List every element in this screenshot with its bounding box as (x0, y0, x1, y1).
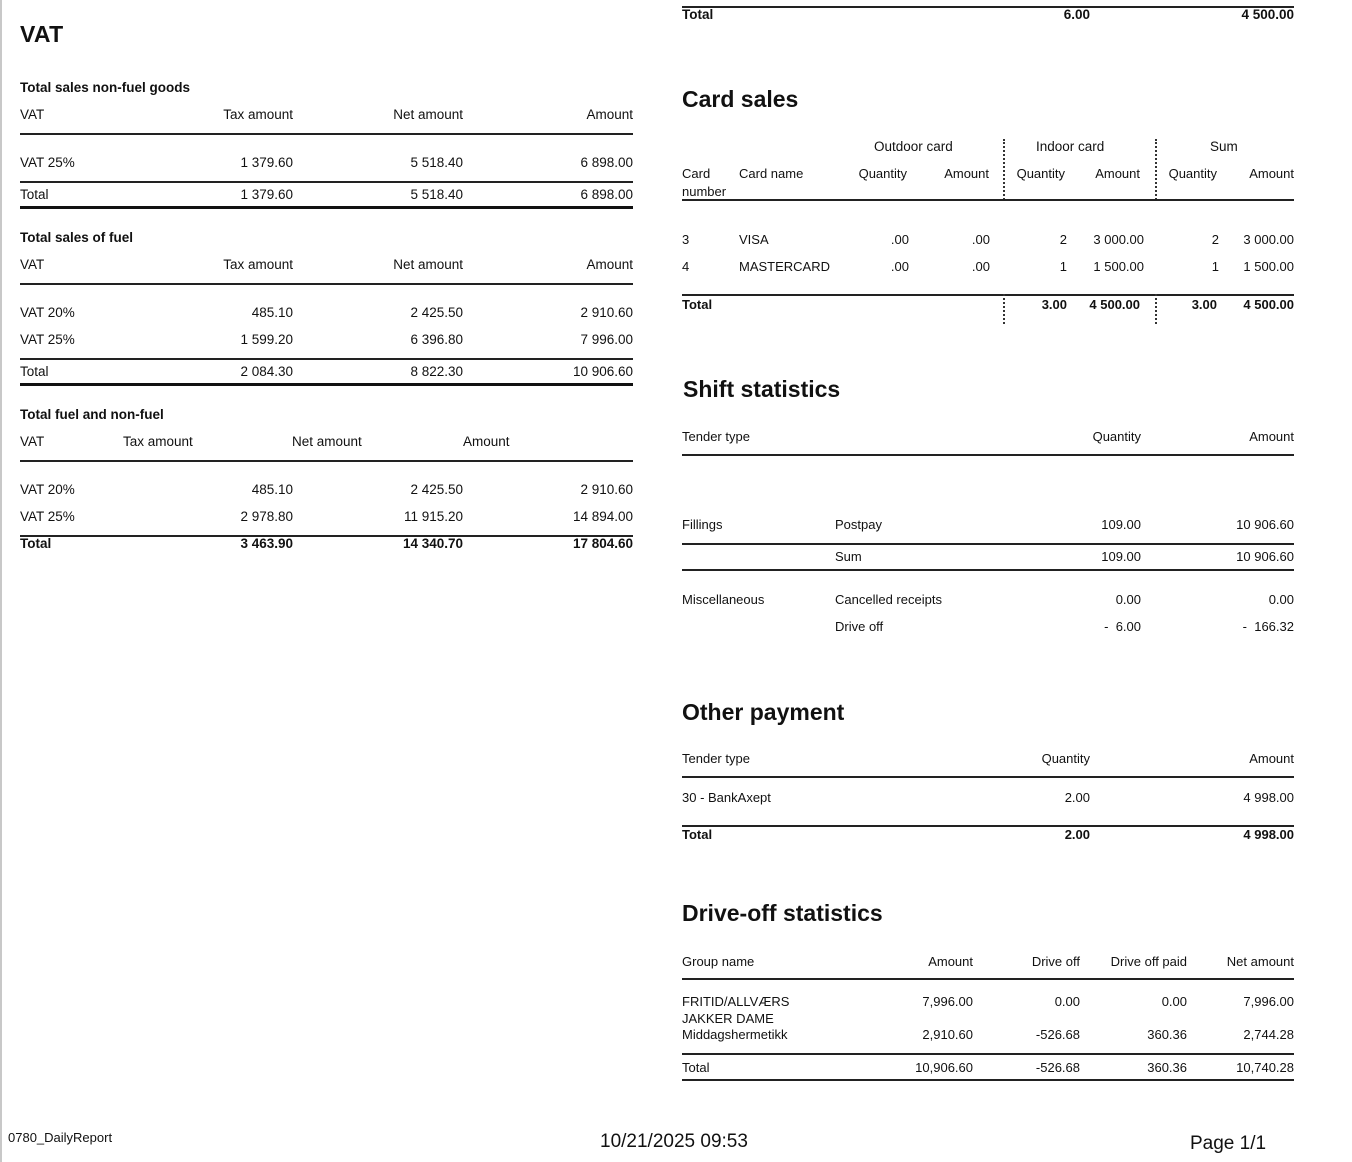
sum-quantity: 1 (1211, 259, 1219, 274)
fillings-label: Fillings (682, 517, 723, 532)
col-quantity: Quantity (1092, 429, 1141, 444)
sum-amount: 3 000.00 (1243, 232, 1294, 247)
total-tax: 3 463.90 (240, 536, 293, 551)
total-indoor-amount: 4 500.00 (1089, 297, 1140, 312)
vat-title: VAT (20, 21, 64, 47)
total-sum-quantity: 3.00 (1191, 297, 1217, 312)
vat-rate: VAT 20% (20, 482, 75, 497)
col-quantity: Quantity (1041, 751, 1090, 766)
total-label: Total (682, 827, 713, 842)
outdoor-quantity: .00 (890, 259, 909, 274)
postpay-label: Postpay (835, 517, 882, 532)
col-drive-off: Drive off (1031, 954, 1080, 969)
amount: 7,996.00 (922, 994, 973, 1009)
sum-rule (682, 543, 1294, 545)
net-amount: 11 915.20 (403, 509, 463, 524)
indoor-quantity: 2 (1059, 232, 1067, 247)
card-name: VISA (739, 232, 769, 247)
col-indoor-amount: Amount (1095, 166, 1140, 181)
total-rule (20, 181, 633, 183)
group-indoor-card: Indoor card (1036, 139, 1105, 154)
col-outdoor-amount: Amount (944, 166, 989, 181)
net-amount: 5 518.40 (410, 155, 463, 170)
amount: 2 910.60 (580, 482, 633, 497)
total-net: 5 518.40 (410, 187, 463, 202)
col-tax-amount: Tax amount (223, 107, 293, 122)
total-amount: 10 906.60 (572, 364, 633, 379)
total-net: 8 822.30 (410, 364, 463, 379)
col-tender-type: Tender type (682, 429, 750, 444)
shift-statistics-title: Shift statistics (683, 376, 841, 402)
col-indoor-quantity: Quantity (1016, 166, 1065, 181)
total-drive-off-paid: 360.36 (1147, 1060, 1187, 1075)
amount: 2,910.60 (922, 1027, 973, 1042)
total-label: Total (682, 297, 713, 312)
col-outdoor-quantity: Quantity (858, 166, 907, 181)
total-drive-off: -526.68 (1035, 1060, 1080, 1075)
other-payment-title: Other payment (682, 699, 845, 725)
group-outdoor-card: Outdoor card (874, 139, 953, 154)
col-amount: Amount (928, 954, 973, 969)
amount: 14 894.00 (572, 509, 633, 524)
col-tax-amount: Tax amount (123, 434, 193, 449)
sum-label: Sum (835, 549, 862, 564)
vat-rate: VAT 20% (20, 305, 75, 320)
total-label: Total (682, 7, 714, 22)
total-rule (20, 535, 633, 537)
total-amount: 4 998.00 (1243, 827, 1294, 842)
total-net-amount: 10,740.28 (1236, 1060, 1294, 1075)
column-divider (1003, 139, 1005, 200)
header-rule (682, 454, 1294, 456)
fuel-subtitle: Total sales of fuel (20, 230, 134, 245)
header-rule (682, 776, 1294, 778)
report-datetime: 10/21/2025 09:53 (600, 1131, 748, 1152)
net-amount: 7,996.00 (1243, 994, 1294, 1009)
indoor-amount: 1 500.00 (1093, 259, 1144, 274)
header-rule (682, 978, 1294, 980)
cancelled-receipts-label: Cancelled receipts (835, 592, 942, 607)
header-rule (682, 199, 1294, 201)
card-number: 4 (682, 259, 690, 274)
total-label: Total (20, 536, 52, 551)
tax-amount: 485.10 (251, 305, 293, 320)
total-amount: 17 804.60 (572, 536, 633, 551)
fillings-amount: 10 906.60 (1236, 517, 1294, 532)
total-amount: 6 898.00 (580, 187, 633, 202)
col-vat: VAT (20, 257, 45, 272)
total-label: Total (20, 187, 49, 202)
total-rule (20, 358, 633, 360)
col-card-number-line2: number (682, 184, 727, 199)
col-drive-off-paid: Drive off paid (1110, 954, 1187, 969)
vat-rate: VAT 25% (20, 509, 75, 524)
column-divider (1003, 294, 1005, 324)
total-amount: 4 500.00 (1241, 7, 1294, 22)
section-end-rule (682, 1079, 1294, 1081)
header-rule (20, 460, 633, 462)
vat-rate: VAT 25% (20, 332, 75, 347)
page-left-border (0, 0, 2, 1162)
col-tax-amount: Tax amount (223, 257, 293, 272)
total-amount: 10,906.60 (915, 1060, 973, 1075)
amount: 7 996.00 (580, 332, 633, 347)
amount: 2 910.60 (580, 305, 633, 320)
indoor-quantity: 1 (1059, 259, 1067, 274)
total-net: 14 340.70 (402, 536, 463, 551)
fillings-quantity: 109.00 (1101, 517, 1141, 532)
total-label: Total (20, 364, 49, 379)
cancelled-receipts-amount: 0.00 (1268, 592, 1294, 607)
quantity: 2.00 (1064, 790, 1090, 805)
sum-quantity: 2 (1211, 232, 1219, 247)
tax-amount: 2 978.80 (240, 509, 293, 524)
drive-off-statistics-title: Drive-off statistics (682, 900, 883, 926)
total-rule (682, 6, 1294, 8)
miscellaneous-label: Miscellaneous (682, 592, 765, 607)
outdoor-amount: .00 (971, 232, 990, 247)
col-tender-type: Tender type (682, 751, 750, 766)
col-amount: Amount (1249, 751, 1294, 766)
col-net-amount: Net amount (393, 257, 463, 272)
section-end-rule (20, 383, 633, 386)
section-end-rule (20, 206, 633, 209)
total-sum-amount: 4 500.00 (1243, 297, 1294, 312)
col-sum-quantity: Quantity (1168, 166, 1217, 181)
column-divider (1155, 294, 1157, 324)
col-amount: Amount (586, 107, 633, 122)
header-rule (20, 283, 633, 285)
total-tax: 2 084.30 (240, 364, 293, 379)
col-net-amount: Net amount (393, 107, 463, 122)
sum-amount: 1 500.00 (1243, 259, 1294, 274)
card-name: MASTERCARD (739, 259, 831, 274)
tax-amount: 1 599.20 (240, 332, 293, 347)
amount: 6 898.00 (580, 155, 633, 170)
vat-rate: VAT 25% (20, 155, 75, 170)
drive-off: 0.00 (1054, 994, 1080, 1009)
sum-quantity: 109.00 (1101, 549, 1141, 564)
tax-amount: 1 379.60 (240, 155, 293, 170)
amount: 4 998.00 (1243, 790, 1294, 805)
header-rule (20, 133, 633, 135)
group-name: JAKKER DAME (682, 1011, 774, 1026)
total-quantity: 6.00 (1063, 7, 1090, 22)
total-rule (682, 825, 1294, 827)
col-vat: VAT (20, 434, 45, 449)
page-number: Page 1/1 (1190, 1133, 1267, 1154)
column-divider (1155, 139, 1157, 200)
group-name: Middagshermetikk (682, 1027, 788, 1042)
col-vat: VAT (20, 107, 45, 122)
combined-subtitle: Total fuel and non-fuel (20, 407, 164, 422)
drive-off-amount: - 166.32 (1242, 619, 1294, 634)
col-card-name: Card name (739, 166, 804, 181)
outdoor-amount: .00 (971, 259, 990, 274)
report-name: 0780_DailyReport (8, 1130, 113, 1145)
drive-off: -526.68 (1035, 1027, 1080, 1042)
group-name: FRITID/ALLVÆRS (682, 994, 790, 1009)
total-tax: 1 379.60 (240, 187, 293, 202)
section-rule (682, 569, 1294, 571)
card-number: 3 (682, 232, 690, 247)
net-amount: 6 396.80 (410, 332, 463, 347)
group-sum: Sum (1210, 139, 1238, 154)
total-rule (682, 1053, 1294, 1055)
tender-type: 30 - BankAxept (682, 790, 771, 805)
total-label: Total (682, 1060, 710, 1075)
net-amount: 2 425.50 (410, 482, 463, 497)
card-sales-title: Card sales (682, 86, 799, 112)
net-amount: 2 425.50 (410, 305, 463, 320)
col-amount: Amount (1249, 429, 1294, 444)
col-card-number: Card (682, 166, 711, 181)
col-amount: Amount (463, 434, 510, 449)
col-amount: Amount (586, 257, 633, 272)
indoor-amount: 3 000.00 (1093, 232, 1144, 247)
cancelled-receipts-quantity: 0.00 (1115, 592, 1141, 607)
drive-off-label: Drive off (835, 619, 884, 634)
col-group-name: Group name (682, 954, 755, 969)
sum-amount: 10 906.60 (1236, 549, 1294, 564)
total-rule (682, 294, 1294, 296)
total-indoor-quantity: 3.00 (1041, 297, 1067, 312)
col-sum-amount: Amount (1249, 166, 1294, 181)
non-fuel-subtitle: Total sales non-fuel goods (20, 80, 191, 95)
outdoor-quantity: .00 (890, 232, 909, 247)
col-net-amount: Net amount (1226, 954, 1294, 969)
drive-off-quantity: - 6.00 (1104, 619, 1141, 634)
total-quantity: 2.00 (1064, 827, 1090, 842)
drive-off-paid: 360.36 (1147, 1027, 1187, 1042)
drive-off-paid: 0.00 (1161, 994, 1187, 1009)
net-amount: 2,744.28 (1243, 1027, 1294, 1042)
tax-amount: 485.10 (251, 482, 293, 497)
col-net-amount: Net amount (292, 434, 362, 449)
